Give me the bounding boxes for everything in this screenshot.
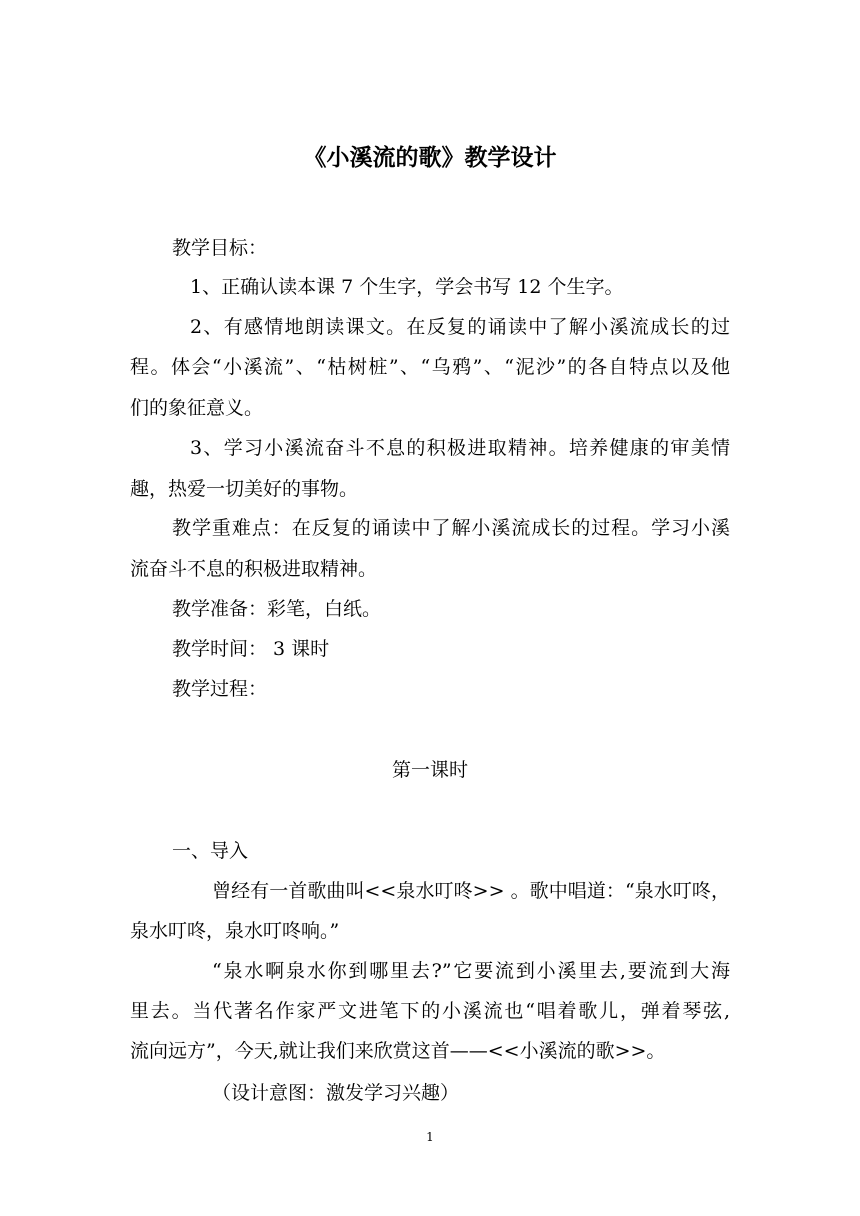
page-number: 1 xyxy=(426,1130,434,1144)
goal-item-2-line-2: 程。体会“小溪流”、“枯树桩”、“乌鸦”、“泥沙”的各自特点以及他 xyxy=(130,356,730,378)
intro-paragraph-1-line-1: 曾经有一首歌曲叫<<泉水叮咚>> 。歌中唱道：“泉水叮咚， xyxy=(212,880,730,902)
goal-item-3-line-2: 趣，热爱一切美好的事物。 xyxy=(130,478,359,500)
lesson-heading: 第一课时 xyxy=(391,759,468,781)
teaching-process-label: 教学过程： xyxy=(172,678,268,700)
goals-label: 教学目标： xyxy=(172,237,268,259)
goal-item-3-line-1: 3、学习小溪流奋斗不息的积极进取精神。培养健康的审美情 xyxy=(190,437,730,459)
goal-item-1: 1、正确认读本课 7 个生字，学会书写 12 个生字。 xyxy=(190,276,624,298)
intro-paragraph-2-line-3: 流向远方”，今天,就让我们来欣赏这首——<<小溪流的歌>>。 xyxy=(130,1040,666,1062)
design-note: （设计意图：激发学习兴趣） xyxy=(212,1082,460,1104)
intro-paragraph-2-line-2: 里去。当代著名作家严文进笔下的小溪流也“唱着歌儿，弹着琴弦, xyxy=(130,1000,730,1022)
intro-paragraph-1-line-2: 泉水叮咚，泉水叮咚响。” xyxy=(130,920,340,942)
goal-item-2-line-1: 2、有感情地朗读课文。在反复的诵读中了解小溪流成长的过 xyxy=(190,316,730,338)
goal-item-2-line-3: 们的象征意义。 xyxy=(130,397,264,419)
teaching-time: 教学时间： 3 课时 xyxy=(172,638,330,660)
preparation: 教学准备：彩笔，白纸。 xyxy=(172,598,382,620)
key-points-line-1: 教学重难点：在反复的诵读中了解小溪流成长的过程。学习小溪 xyxy=(172,517,730,539)
intro-paragraph-2-line-1: “泉水啊泉水你到哪里去?”它要流到小溪里去,要流到大海 xyxy=(212,960,730,982)
key-points-line-2: 流奋斗不息的积极进取精神。 xyxy=(130,558,378,580)
document-title: 《小溪流的歌》教学设计 xyxy=(303,144,557,171)
section-heading-intro: 一、导入 xyxy=(172,840,249,862)
